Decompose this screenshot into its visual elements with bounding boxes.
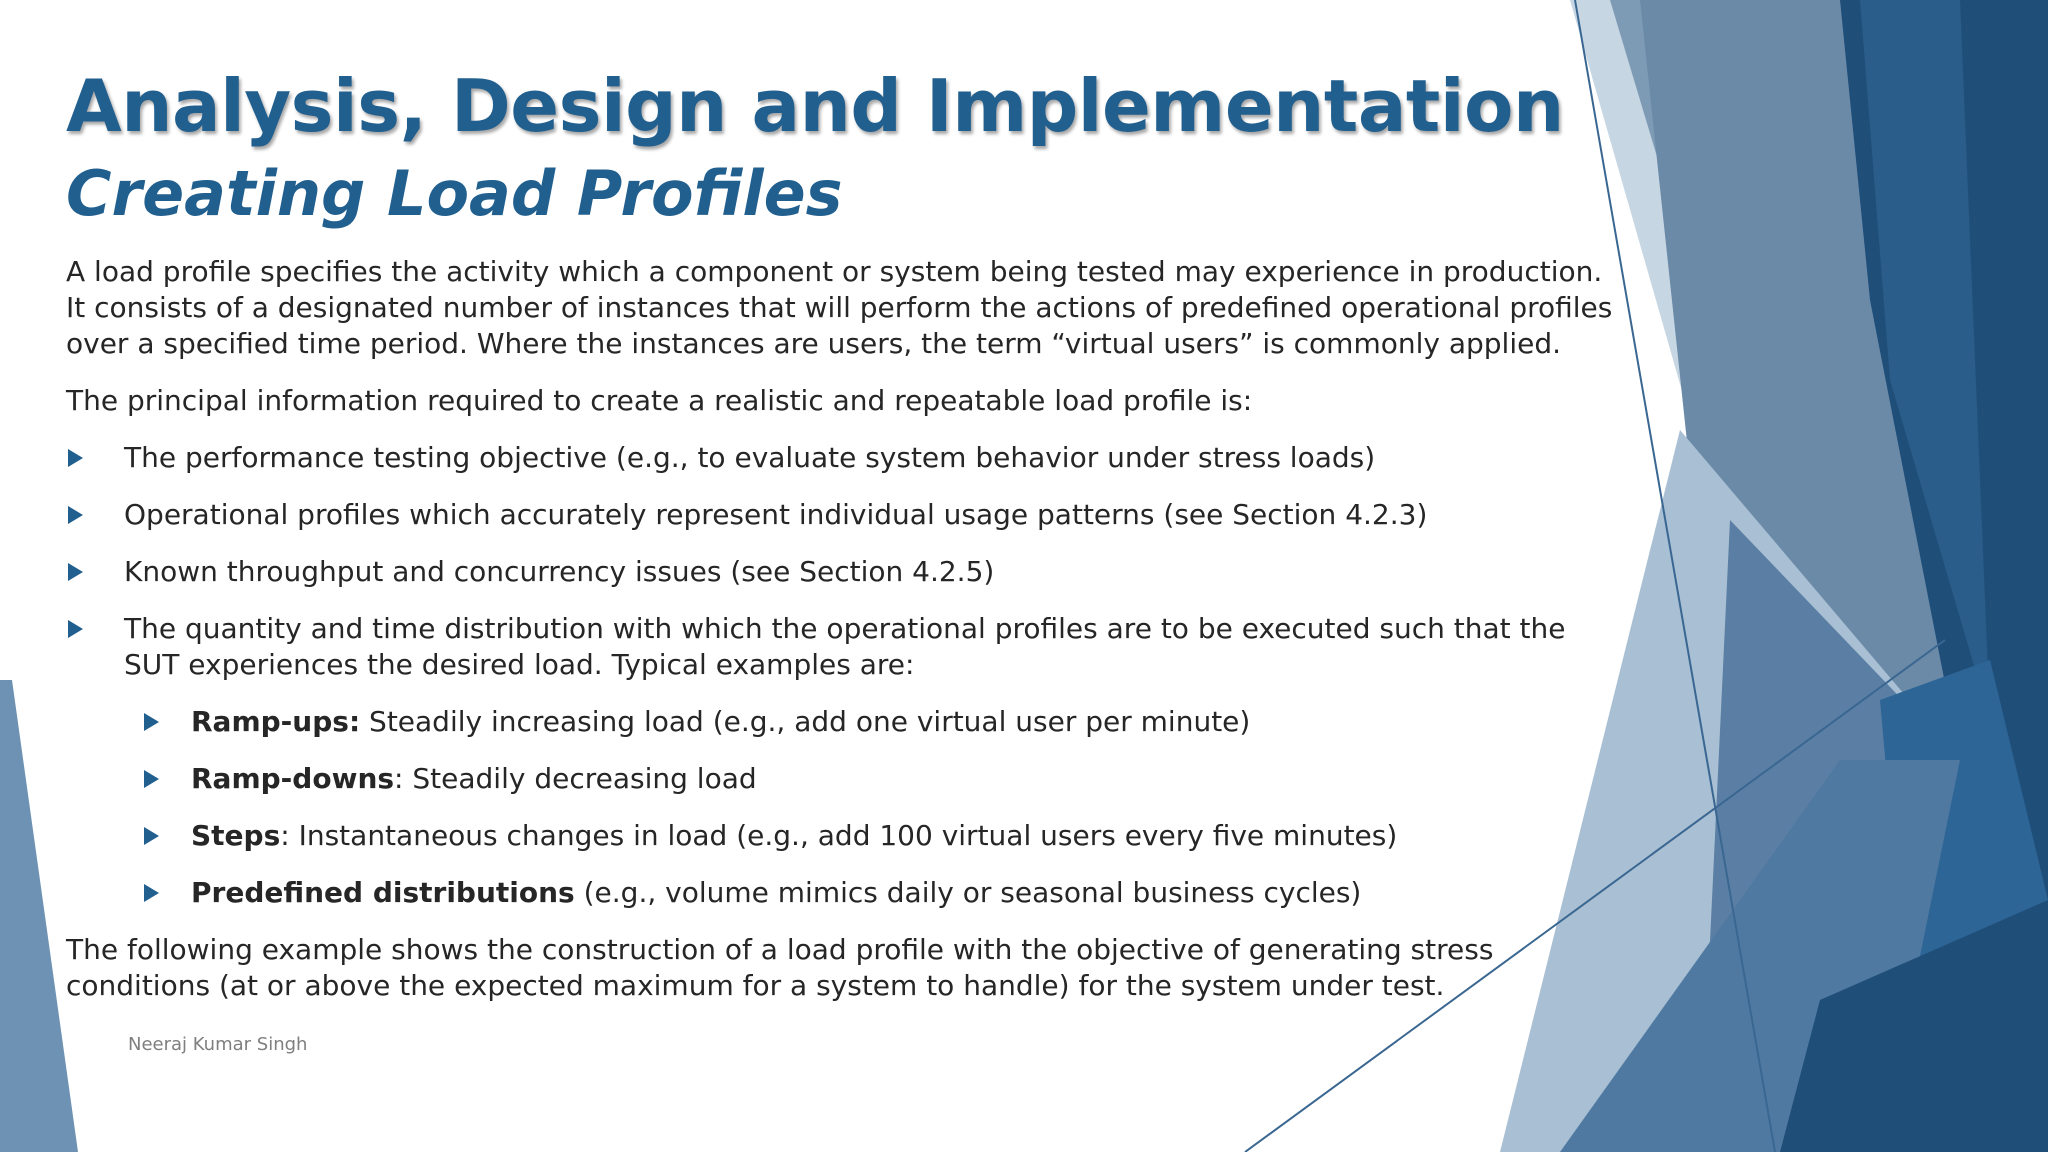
sub-bullet-term: Predefined distributions [191,876,575,909]
bullet-list [66,440,1626,911]
triangle-bullet-icon [68,506,83,524]
bullet-text: The quantity and time distribution with which the operational profiles are to be executed such that the SUT experiences the desired load. Typical examples are: [124,612,1566,681]
bullet-text: Operational profiles which accurately represent individual usage patterns (see Section 4.2.3) [124,498,1428,531]
triangle-bullet-icon [144,827,159,845]
triangle-bullet-icon [68,620,83,638]
sub-bullet-item [124,818,1626,854]
lead-in-paragraph: The principal information required to create a realistic and repeatable load profile is: [66,384,1253,417]
sub-bullet-item [124,761,1626,797]
sub-bullet-item [124,704,1626,740]
bullet-text: Known throughput and concurrency issues (see Section 4.2.5) [124,555,995,588]
sub-bullet-term: Ramp-ups: [191,705,361,738]
bullet-item [66,497,1626,533]
bullet-text: The performance testing objective (e.g., to evaluate system behavior under stress loads) [124,441,1376,474]
slide-title: Analysis, Design and Implementation [66,64,1564,148]
sub-bullet-list [124,704,1626,911]
closing-paragraph: The following example shows the construction of a load profile with the objective of generating stress conditions (at or above the expected maximum for a system to handle) for the system under test. [66,933,1494,1002]
intro-paragraph: A load profile specifies the activity which a component or system being tested may experience in production. It consists of a designated number of instances that will perform the actions of predefined operational profiles over a specified time period. Where the instances are users, the term “virtual users” is commonly applied. [66,255,1613,360]
sub-bullet-text: (e.g., volume mimics daily or seasonal business cycles) [574,876,1362,909]
triangle-bullet-icon [144,770,159,788]
slide-subtitle: Creating Load Profiles [66,157,843,230]
sub-bullet-term: Steps [191,819,281,852]
triangle-bullet-icon [144,884,159,902]
sub-bullet-item [124,875,1626,911]
sub-bullet-term: Ramp-downs [191,762,395,795]
triangle-bullet-icon [68,563,83,581]
bullet-item [66,554,1626,590]
triangle-bullet-icon [68,449,83,467]
sub-bullet-text: : Instantaneous changes in load (e.g., add 100 virtual users every five minutes) [280,819,1398,852]
sub-bullet-text: : Steadily decreasing load [394,762,757,795]
bullet-item [66,440,1626,476]
footer-author: Neeraj Kumar Singh [128,1034,308,1055]
bullet-item [66,611,1626,911]
triangle-bullet-icon [144,713,159,731]
sub-bullet-text: Steadily increasing load (e.g., add one virtual user per minute) [360,705,1251,738]
slide-body [66,254,1626,1025]
